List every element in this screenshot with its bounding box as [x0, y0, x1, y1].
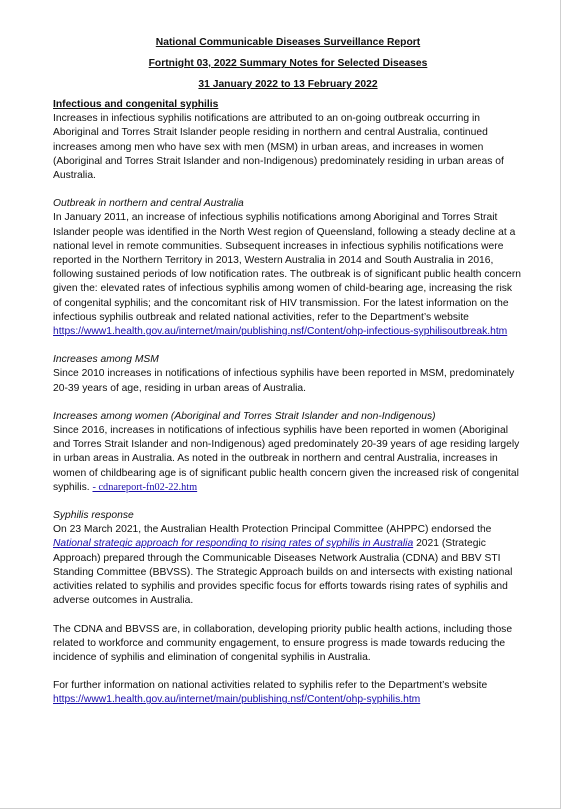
further-info-text: For further information on national activities related to syphilis refer to the Department’s website	[53, 680, 488, 692]
response-text-after: 2021 (Strategic Approach) prepared through the Communicable Diseases Network Australia (CDNA) and BBV STI Standing Committee (BBVSS). The Strategic Approach builds on and intersects with existing national activities related to syphilis and provides specific focus for efforts towards rising rates of syphilis and adverse outcomes in Australia.	[53, 538, 513, 607]
response-heading: Syphilis response	[53, 510, 134, 522]
response-paragraph	[53, 523, 523, 608]
further-info-paragraph	[53, 679, 523, 707]
outbreak-paragraph	[53, 211, 523, 339]
msm-text: Since 2010 increases in notifications of infectious syphilis have been reported in MSM, predominately 20-39 years of age, residing in urban areas of Australia.	[53, 368, 515, 394]
document-body	[53, 36, 523, 708]
cdnareport-link[interactable]: - cdnareport-fn02-22.htm	[92, 481, 198, 493]
outbreak-heading: Outbreak in northern and central Australia	[53, 198, 244, 210]
msm-heading: Increases among MSM	[53, 354, 159, 366]
women-heading: Increases among women (Aboriginal and Torres Strait Islander and non-Indigenous)	[53, 410, 436, 422]
women-text: Since 2016, increases in notifications of infectious syphilis have been reported in women (Aboriginal and Torres Strait Islander and non-Indigenous) aged predominately 20-39 years of age residing largely in urban areas in Australia. As noted in the outbreak in northern and central Australia, increases in women of childbearing age is of significant public health concern given the increased risk of congenital syphilis.	[53, 425, 520, 493]
section-title: Infectious and congenital syphilis	[53, 99, 219, 110]
syphilis-website-link[interactable]: https://www1.health.gov.au/internet/main/publishing.nsf/Content/ohp-syphilis.htm	[53, 694, 421, 706]
women-paragraph	[53, 424, 523, 495]
outbreak-text: In January 2011, an increase of infectious syphilis notifications among Aboriginal and Torres Strait Islander people was identified in the North West region of Queensland, following a steady decline at a national level in remote communities. Subsequent increases in infectious syphilis notifications were reported in the Northern Territory in 2013, Western Australia in 2014 and South Australia in 2016, following sustained periods of low notification rates. The outbreak is of significant public health concern given the: elevated rates of infectious syphilis among women of child-bearing age, increasing the risk of congenital syphilis; and the concomitant risk of HIV transmission. For the latest information on the infectious syphilis outbreak and related national activities, refer to the Department’s website	[53, 212, 522, 323]
cdna-bbvss-paragraph: The CDNA and BBVSS are, in collaboration, developing priority public health actions, including those related to workforce and community engagement, to ensure progress is made towards reducing the incidence of syphilis and elimination of congenital syphilis in Australia.	[53, 623, 513, 663]
report-subtitle: Fortnight 03, 2022 Summary Notes for Selected Diseases	[148, 58, 428, 69]
section-intro: Increases in infectious syphilis notifications are attributed to an on-going outbreak occurring in Aboriginal and Torres Strait Islander people residing in northern and central Australia, continued increases among men who have sex with men (MSM) in urban areas, and increases in women (Aboriginal and Torres Strait Islander and non-Indigenous) predominately residing in urban areas of Australia.	[53, 113, 504, 182]
report-date-range: 31 January 2022 to 13 February 2022	[198, 79, 378, 90]
strategic-approach-link[interactable]: National strategic approach for responding to rising rates of syphilis in Australia	[53, 538, 414, 550]
report-title: National Communicable Diseases Surveillance Report	[155, 37, 421, 48]
outbreak-link[interactable]: https://www1.health.gov.au/internet/main/publishing.nsf/Content/ohp-infectious-syphilisoutbreak.htm	[53, 326, 508, 338]
response-text-before: On 23 March 2021, the Australian Health Protection Principal Committee (AHPPC) endorsed the	[53, 524, 492, 536]
